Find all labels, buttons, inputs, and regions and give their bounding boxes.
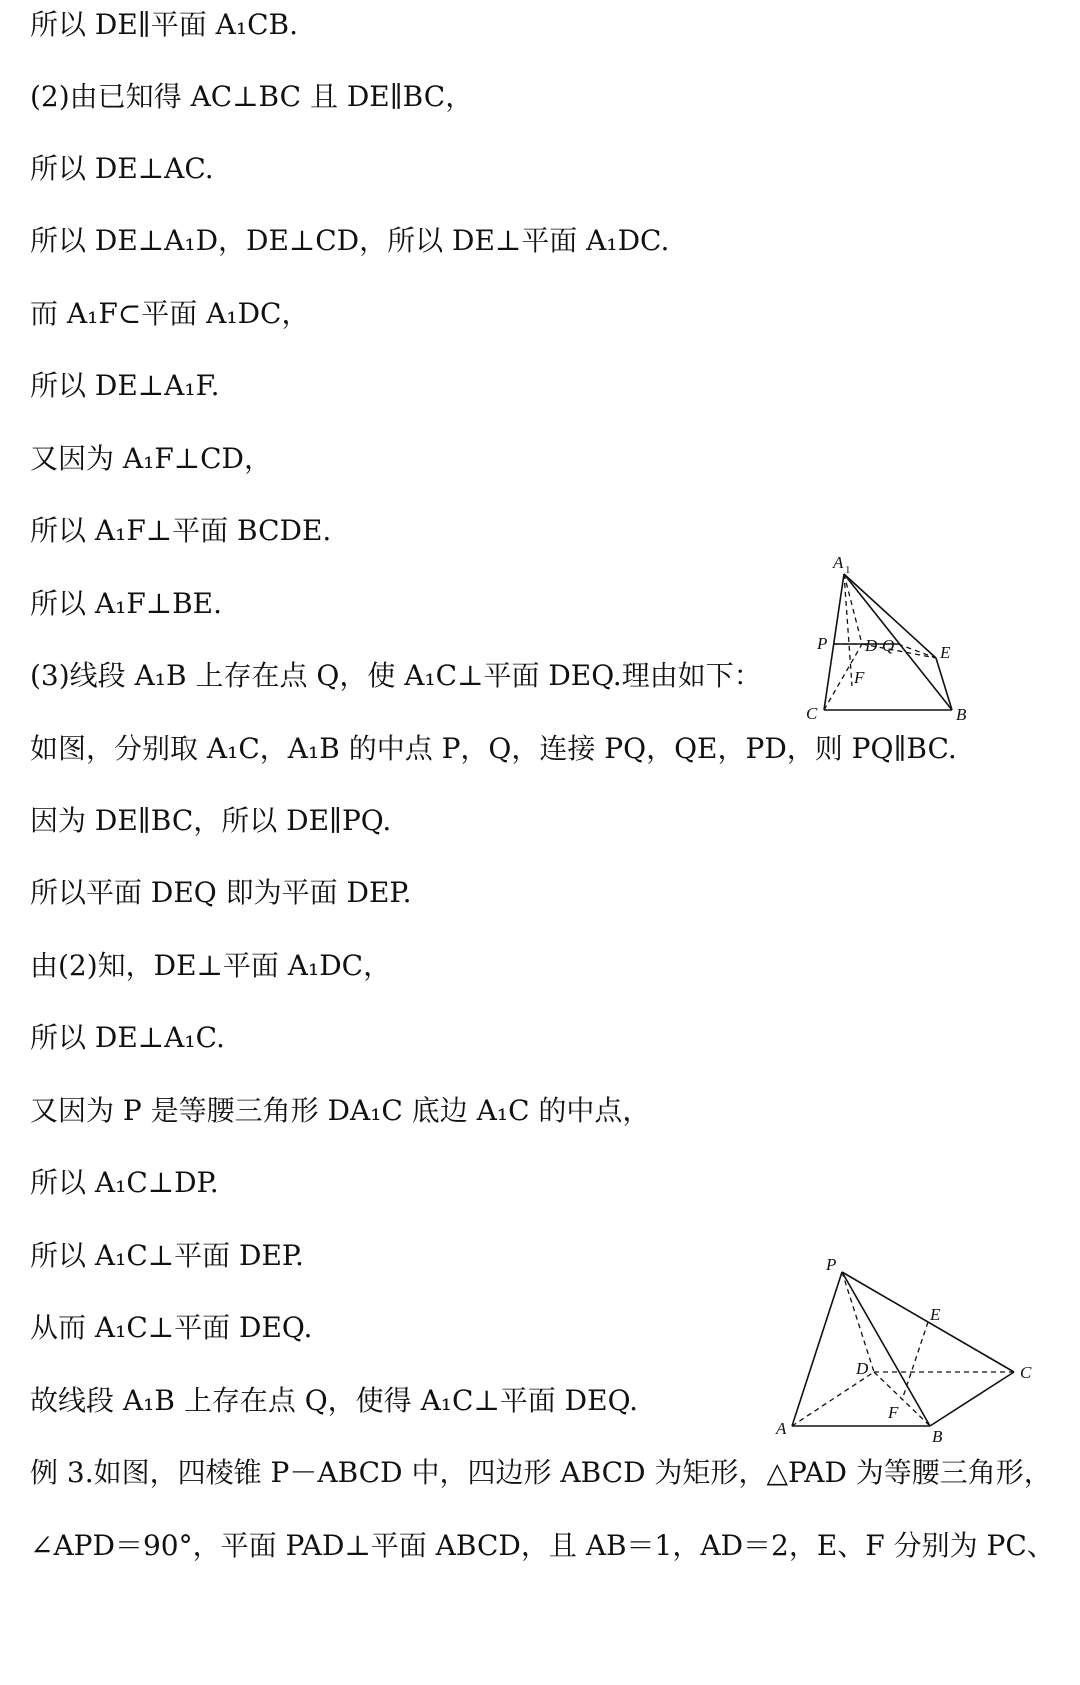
label-q: Q <box>882 636 895 655</box>
edge-e-b <box>936 658 952 710</box>
edge-p-a <box>792 1272 842 1426</box>
text-line: 所以 DE⊥A₁F. <box>30 369 220 402</box>
pyramid-figure-a1-bcde <box>800 548 980 728</box>
text-line: 因为 DE∥BC，所以 DE∥PQ. <box>30 804 392 837</box>
text-line: 所以平面 DEQ 即为平面 DEP. <box>30 876 412 909</box>
text-line: 由(2)知，DE⊥平面 A₁DC， <box>30 949 392 982</box>
label-p: P <box>826 1255 837 1274</box>
label-b: B <box>932 1427 943 1446</box>
text-line: (2)由已知得 AC⊥BC 且 DE∥BC， <box>30 80 474 113</box>
label-e: E <box>940 643 951 662</box>
text-line: 故线段 A₁B 上存在点 Q，使得 A₁C⊥平面 DEQ. <box>30 1384 639 1417</box>
label-a: A <box>776 1419 787 1438</box>
segment-e-f <box>902 1322 928 1400</box>
text-line: 所以 DE⊥AC. <box>30 152 214 185</box>
text-line: 如图，分别取 A₁C，A₁B 的中点 P，Q，连接 PQ，QE，PD，则 PQ∥BC. <box>30 732 957 765</box>
label-b: B <box>956 705 967 724</box>
label-f: F <box>854 668 865 687</box>
edge-a1-b <box>844 574 952 710</box>
label-a: A <box>833 553 844 572</box>
text-line: 所以 A₁C⊥平面 DEP. <box>30 1239 304 1272</box>
text-line: 而 A₁F⊂平面 A₁DC， <box>30 297 310 330</box>
text-line: 例 3.如图，四棱锥 P－ABCD 中，四边形 ABCD 为矩形，△PAD 为等腰三角形， <box>30 1456 1052 1489</box>
text-line: 又因为 A₁F⊥CD， <box>30 442 272 475</box>
label-e: E <box>930 1305 941 1324</box>
edge-a-d <box>792 1372 874 1426</box>
label-d: D <box>856 1359 869 1378</box>
text-line: 所以 A₁F⊥BE. <box>30 587 223 620</box>
label-f: F <box>888 1403 899 1422</box>
label-p: P <box>817 634 828 653</box>
label-c: C <box>1020 1363 1032 1382</box>
text-line: 所以 A₁C⊥DP. <box>30 1166 219 1199</box>
text-line: ∠APD＝90°，平面 PAD⊥平面 ABCD，且 AB＝1，AD＝2，E、F 分别为 PC、 <box>30 1529 1055 1562</box>
edge-p-b <box>842 1272 930 1426</box>
text-line: 所以 DE∥平面 A₁CB. <box>30 8 298 41</box>
label-d: D <box>865 636 878 655</box>
segment-q-e <box>898 644 936 658</box>
text-line: (3)线段 A₁B 上存在点 Q，使 A₁C⊥平面 DEQ.理由如下： <box>30 659 762 692</box>
text-line: 所以 DE⊥A₁D，DE⊥CD，所以 DE⊥平面 A₁DC. <box>30 224 670 257</box>
edge-b-c <box>930 1372 1014 1426</box>
pyramid-figure-p-abcd <box>770 1252 1040 1452</box>
label-c: C <box>806 704 818 723</box>
text-line: 所以 DE⊥A₁C. <box>30 1021 225 1054</box>
text-line: 从而 A₁C⊥平面 DEQ. <box>30 1311 313 1344</box>
text-line: 所以 A₁F⊥平面 BCDE. <box>30 514 332 547</box>
label-subscript: 1 <box>845 564 851 576</box>
text-line: 又因为 P 是等腰三角形 DA₁C 底边 A₁C 的中点， <box>30 1094 651 1127</box>
